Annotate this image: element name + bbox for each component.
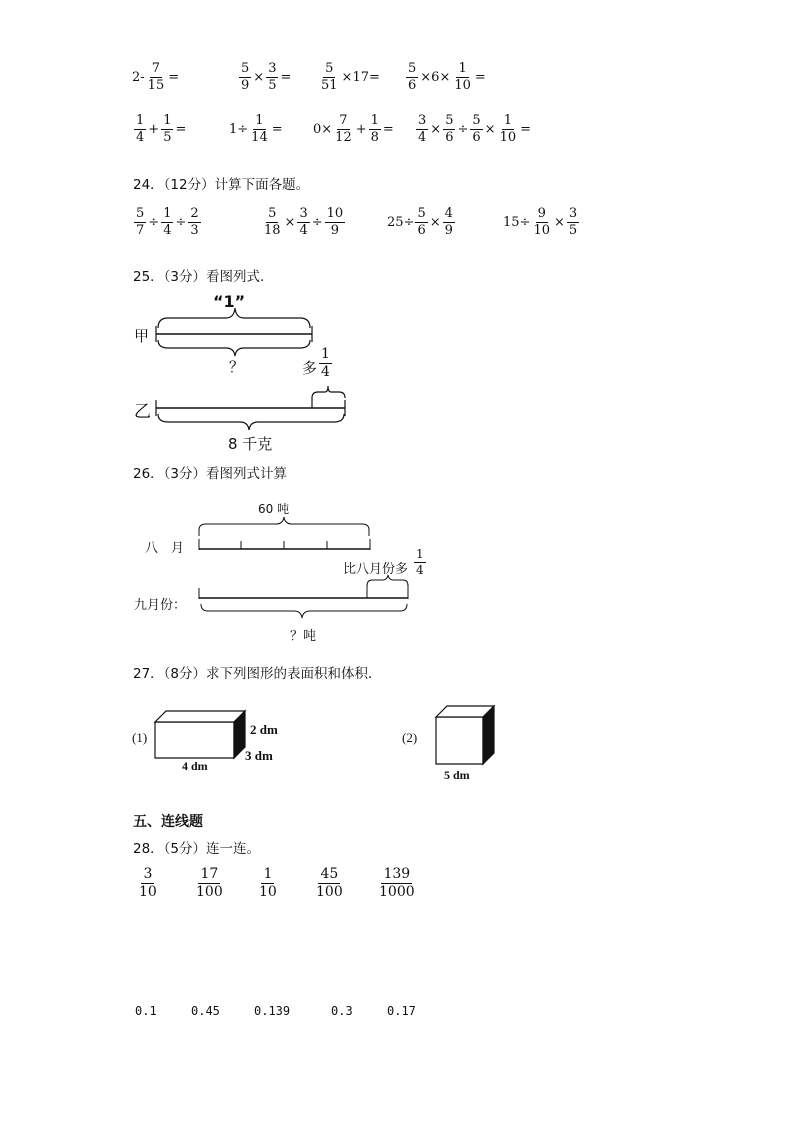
diagram-25-one-label: “1” (213, 292, 246, 311)
match-decimal-5[interactable]: 0.17 (387, 1004, 416, 1018)
question-25-title: 25．（3分）看图列式． (133, 269, 274, 285)
match-fraction-2[interactable]: $\frac{17}{100}$ (196, 866, 223, 900)
expr-r2-2: 1÷ $\frac{1}{14}$ = (229, 113, 283, 145)
cuboid-width-label: 3 dm (245, 748, 273, 763)
cuboid-length-label: 4 dm (182, 759, 208, 773)
match-fraction-3[interactable]: $\frac{1}{10}$ (259, 866, 277, 900)
match-fraction-1[interactable]: $\frac{3}{10}$ (139, 866, 157, 900)
cuboid (155, 711, 245, 758)
expr-r1-2: $\frac{5}{9}$ × $\frac{3}{5}$ = (241, 61, 292, 93)
section-5-heading: 五、连线题 (133, 814, 203, 830)
diagram-26-september-label: 九月份： (134, 598, 187, 613)
cuboid-height-label: 2 dm (250, 722, 278, 737)
expr-24-1: $\frac{5}{7}$ ÷ $\frac{1}{4}$ ÷ $\frac{2}{3}$ (136, 206, 199, 238)
diagram-26-top-label: 60 吨 (258, 502, 290, 516)
diagram-26-august-label: 八 月 (145, 541, 185, 556)
question-27-title: 27．（8分）求下列图形的表面积和体积． (133, 666, 382, 682)
match-decimal-3[interactable]: 0.139 (254, 1004, 291, 1018)
match-decimal-4[interactable]: 0.3 (331, 1004, 353, 1018)
question-28-title: 28．（5分）连一连。 (133, 841, 261, 857)
expr-r2-4: $\frac{3}{4}$ × $\frac{5}{6}$ ÷ $\frac{5}{6}$ × $\frac{1}{10}$ = (418, 113, 532, 145)
diagram-26-more-label: 比八月份多 (343, 562, 409, 577)
question-24-title: 24．（12分）计算下面各题。 (133, 177, 310, 193)
diagram-25-total-label: 8 千克 (228, 435, 273, 453)
expr-r2-3: 0× $\frac{7}{12}$ + $\frac{1}{8}$ = (313, 113, 394, 145)
figure-2-label: (2) (402, 730, 418, 745)
match-decimal-2[interactable]: 0.45 (191, 1004, 220, 1018)
diagram-25-more-label: 多 (302, 359, 318, 377)
expr-24-3: 25÷ $\frac{5}{6}$ × $\frac{4}{9}$ (387, 206, 453, 238)
diagram-26-bottom-label: ？吨 (290, 629, 317, 644)
match-fraction-5[interactable]: $\frac{139}{1000}$ (379, 866, 415, 900)
match-decimal-1[interactable]: 0.1 (135, 1004, 157, 1018)
expr-24-2: $\frac{5}{18}$ × $\frac{3}{4}$ ÷ $\frac{10}{9}$ (264, 206, 344, 238)
diagram-25-fraction: $\frac{1}{4}$ (321, 346, 330, 380)
question-26-title: 26．（3分）看图列式计算 (133, 466, 288, 482)
expr-r1-4: $\frac{5}{6}$ ×6× $\frac{1}{10}$ = (408, 61, 486, 93)
expr-r2-1: $\frac{1}{4}$ + $\frac{1}{5}$ = (136, 113, 187, 145)
diagram-25-jia-label: 甲 (134, 327, 150, 345)
expr-r1-3: $\frac{5}{51}$ ×17= (321, 61, 380, 93)
diagram-25-yi-label: 乙 (134, 402, 151, 422)
expr-r1-1: 2- $\frac{7}{15}$ = (132, 61, 180, 93)
diagram-25-question-label: ？ (229, 358, 245, 376)
cube-edge-label: 5 dm (444, 768, 470, 782)
cube (436, 706, 494, 764)
figure-1-label: (1) (132, 730, 148, 745)
expr-24-4: 15÷ $\frac{9}{10}$ × $\frac{3}{5}$ (503, 206, 578, 238)
diagram-26-fraction: $\frac{1}{4}$ (416, 547, 424, 577)
match-fraction-4[interactable]: $\frac{45}{100}$ (316, 866, 343, 900)
